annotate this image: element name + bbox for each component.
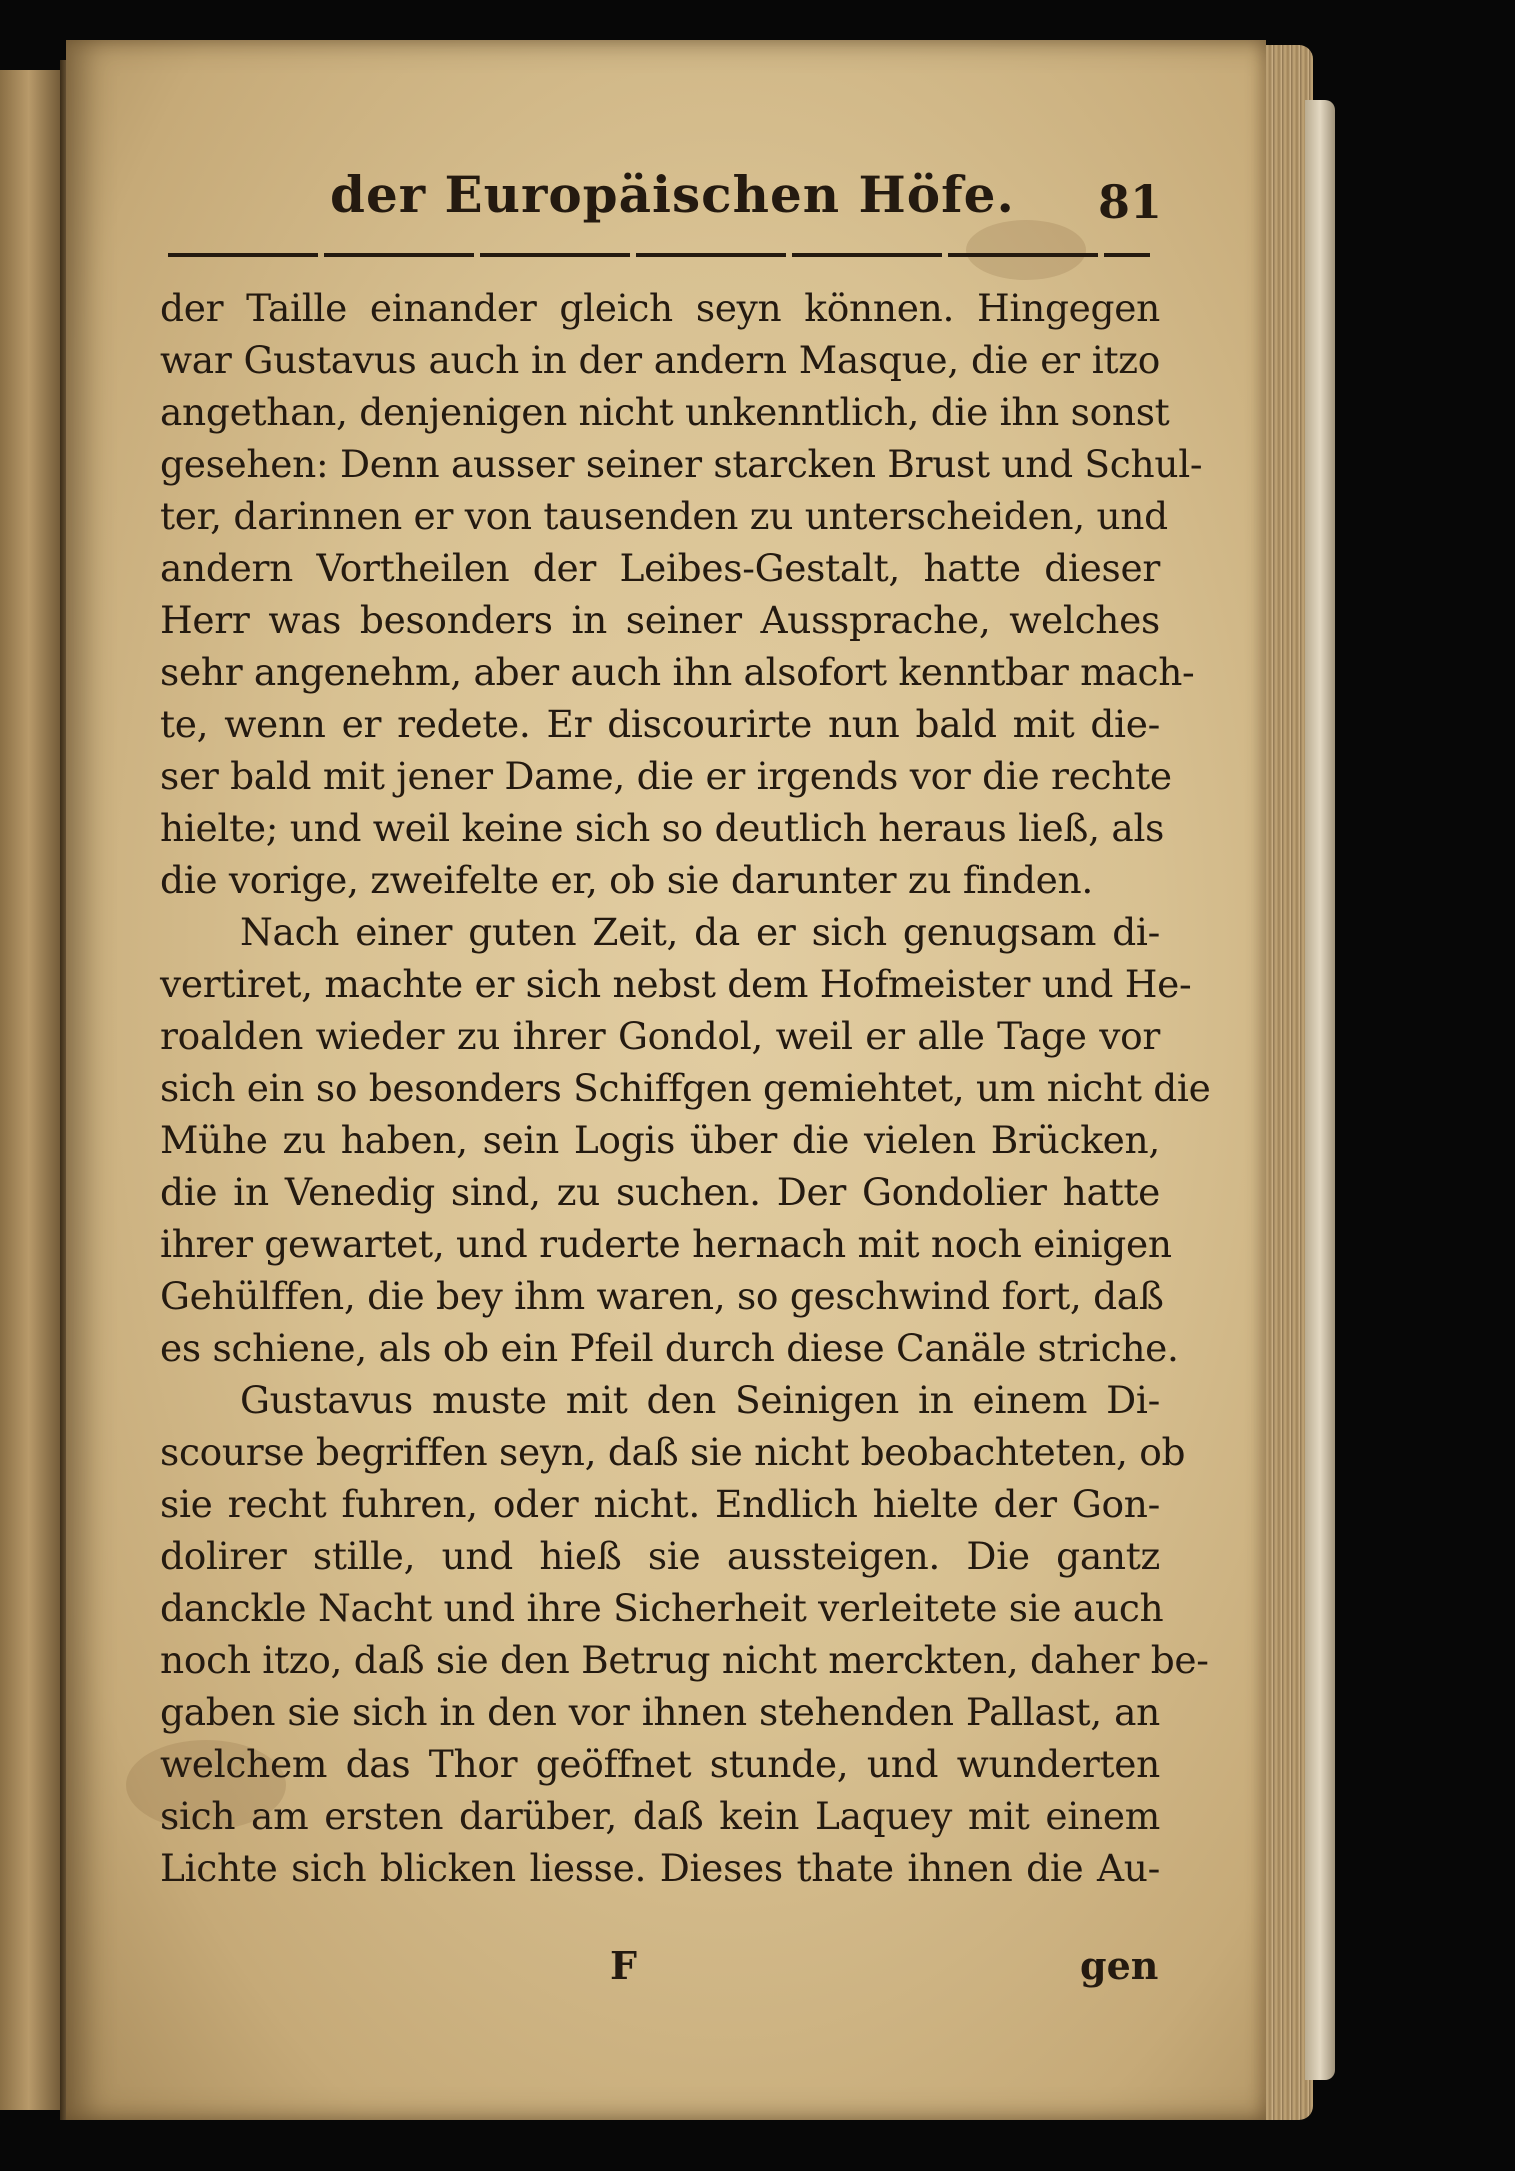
text-line: die vorige, zweifelte er, ob sie darunter zu finden. [160,858,1094,902]
text-line: ihrer gewartet, und ruderte hernach mit noch einigen [160,1222,1172,1266]
text-line: es schiene, als ob ein Pfeil durch diese Canäle striche. [160,1326,1179,1370]
text-line: gaben sie sich in den vor ihnen stehenden Pallast, an [160,1690,1160,1734]
signature-mark: F [610,1943,637,1988]
text-line: vertiret, machte er sich nebst dem Hofmeister und He- [160,962,1192,1006]
text-line: ter, darinnen er von tausenden zu unterscheiden, und [160,494,1168,538]
text-line: welchem das Thor geöffnet stunde, und wunderten [160,1742,1160,1786]
text-line: te, wenn er redete. Er discourirte nun bald mit die- [160,702,1160,746]
text-line: noch itzo, daß sie den Betrug nicht merckten, daher be- [160,1638,1209,1682]
text-line: Herr was besonders in seiner Aussprache, welches [160,598,1160,642]
text-line: scourse begriffen seyn, daß sie nicht beobachteten, ob [160,1430,1186,1474]
text-line: sehr angenehm, aber auch ihn alsofort kenntbar mach- [160,650,1195,694]
header-rule [168,253,1150,257]
paper-stain [966,220,1086,280]
text-line: sie recht fuhren, oder nicht. Endlich hielte der Gon- [160,1482,1160,1526]
text-line: die in Venedig sind, zu suchen. Der Gondolier hatte [160,1170,1160,1214]
catchword: gen [1080,1943,1159,1988]
text-line: Gehülffen, die bey ihm waren, so geschwind fort, daß [160,1274,1164,1318]
text-line: sich ein so besonders Schiffgen gemiehtet, um nicht die [160,1066,1211,1110]
text-line: Lichte sich blicken liesse. Dieses thate ihnen die Au- [160,1846,1160,1890]
text-line: roalden wieder zu ihrer Gondol, weil er alle Tage vor [160,1014,1160,1058]
binding-strip [1305,100,1335,2080]
text-line: war Gustavus auch in der andern Masque, die er itzo [160,338,1160,382]
text-line: Gustavus muste mit den Seinigen in einem Di- [240,1378,1160,1422]
running-head: der Europäischen Höfe. [330,165,1015,224]
text-line: gesehen: Denn ausser seiner starcken Brust und Schul- [160,442,1203,486]
text-line: sich am ersten darüber, daß kein Laquey mit einem [160,1794,1160,1838]
facing-page-edge [0,70,64,2110]
text-line: Mühe zu haben, sein Logis über die vielen Brücken, [160,1118,1160,1162]
text-line: der Taille einander gleich seyn können. Hingegen [160,286,1160,330]
text-line: dolirer stille, und hieß sie aussteigen. Die gantz [160,1534,1160,1578]
text-line: angethan, denjenigen nicht unkenntlich, die ihn sonst [160,390,1170,434]
text-line: andern Vortheilen der Leibes-Gestalt, hatte dieser [160,546,1160,590]
body-text [160,282,1211,1894]
text-line: ser bald mit jener Dame, die er irgends vor die rechte [160,754,1172,798]
text-line: Nach einer guten Zeit, da er sich genugsam di- [240,910,1160,954]
text-line: hielte; und weil keine sich so deutlich heraus ließ, als [160,806,1165,850]
text-line: danckle Nacht und ihre Sicherheit verleitete sie auch [160,1586,1164,1630]
page-number: 81 [1098,175,1163,229]
